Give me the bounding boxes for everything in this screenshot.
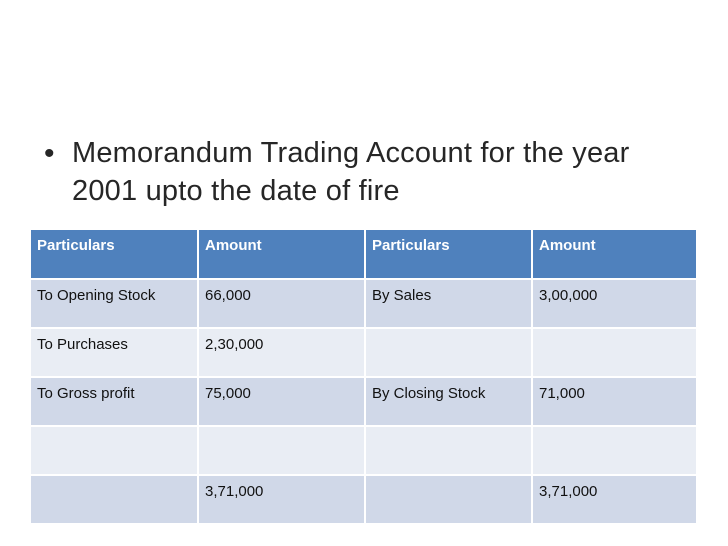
table-row xyxy=(31,426,697,475)
table-row xyxy=(31,377,697,426)
slide-heading xyxy=(72,134,629,210)
heading-line-2: 2001 upto the date of fire xyxy=(72,175,400,207)
table-cell: 75,000 xyxy=(198,377,365,426)
table-header-row xyxy=(31,230,697,279)
total-credit: 3,71,000 xyxy=(532,475,697,524)
table-cell: 71,000 xyxy=(532,377,697,426)
table-row xyxy=(31,328,697,377)
bullet-point xyxy=(44,134,684,210)
table-cell: 2,30,000 xyxy=(198,328,365,377)
trading-account-table xyxy=(31,230,698,525)
table-cell xyxy=(532,426,697,475)
bullet-icon: • xyxy=(44,137,55,170)
header-particulars-debit: Particulars xyxy=(31,230,198,279)
table-cell xyxy=(198,426,365,475)
total-debit: 3,71,000 xyxy=(198,475,365,524)
table-cell: 66,000 xyxy=(198,279,365,328)
table-cell: To Purchases xyxy=(31,328,198,377)
table-cell: By Closing Stock xyxy=(365,377,532,426)
table-cell: To Opening Stock xyxy=(31,279,198,328)
table-total-row xyxy=(31,475,697,524)
table-cell: By Sales xyxy=(365,279,532,328)
table-cell xyxy=(532,328,697,377)
table-cell: 3,00,000 xyxy=(532,279,697,328)
heading-line-1: Memorandum Trading Account for the year xyxy=(72,137,630,169)
table-cell xyxy=(31,426,198,475)
table-cell xyxy=(365,475,532,524)
table-cell xyxy=(31,475,198,524)
header-amount-debit: Amount xyxy=(198,230,365,279)
table-cell xyxy=(365,426,532,475)
table-cell xyxy=(365,328,532,377)
header-particulars-credit: Particulars xyxy=(365,230,532,279)
table-cell: To Gross profit xyxy=(31,377,198,426)
table-row xyxy=(31,279,697,328)
header-amount-credit: Amount xyxy=(532,230,697,279)
